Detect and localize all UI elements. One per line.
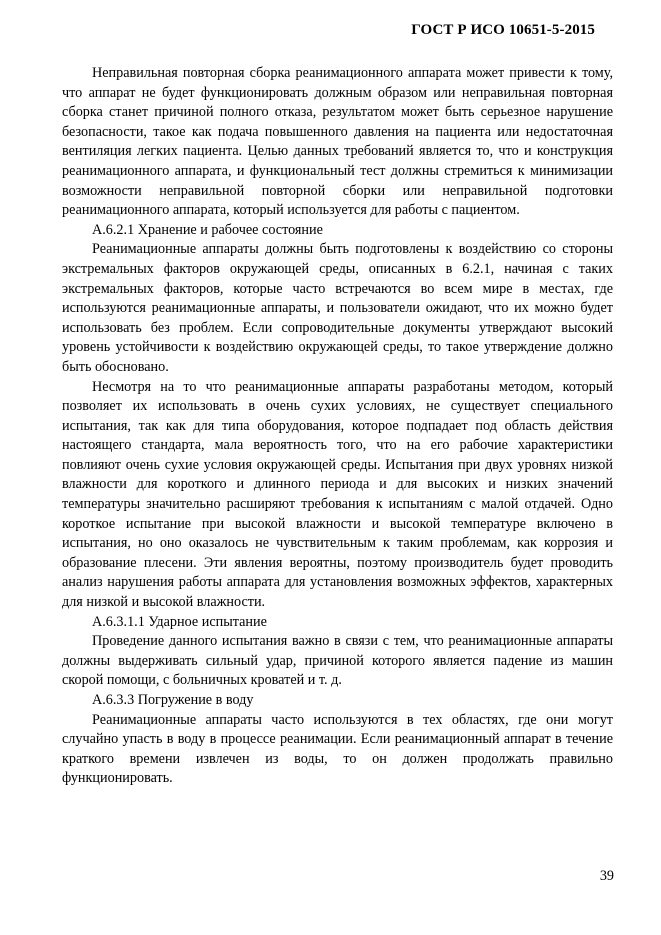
section-heading-a6311: А.6.3.1.1 Ударное испытание — [92, 613, 267, 630]
section-heading-a633: А.6.3.3 Погружение в воду — [92, 692, 254, 708]
section-heading-a621: А.6.2.1 Хранение и рабочее состояние — [92, 221, 323, 238]
paragraph-environment: Реанимационные аппараты должны быть подготовлены к воздействию со стороны экстремальных факторов окружающей среды, описанных в 6.2.1, начиная с таких экстремальных факторов, которые часто встречаются во всем мире в местах, где используются реанимационные аппараты, и пользователи ожидают, что их можно будет использовать без проблем. Если сопроводительные документы утверждают высокий уровень устойчивости к воздействию окружающей среды, то такое утверждение должно быть обосновано. — [62, 241, 613, 375]
paragraph-immersion: Реанимационные аппараты часто используются в тех областях, где они могут случайно упасть в воду в процессе реанимации. Если реанимационный аппарат в течение краткого времени извлечен из воды, то он должен продолжать правильно функционировать. — [62, 711, 613, 787]
paragraph-humidity: Несмотря на то что реанимационные аппараты разработаны методом, который позволяет их использовать в очень сухих условиях, не существует специального испытания, так как для типа оборудования, которое подпадает под область действия настоящего стандарта, мала вероятность того, что на его рабочие характеристики повлияют очень сухие условия окружающей среды. Испытания при двух уровнях низкой влажности для короткого и длинного периода и для высоких и низких значений температуры значительно расширяют требования к испытаниям с малой отдачей. Одно короткое испытание при высокой влажности и высокой температуре включено в испытания, но оно оказалось не чувствительным к таким проблемам, как коррозия и образование плесени. Эти явления вероятны, поэтому производитель будет проводить анализ нарушения работы аппарата для установления возможных эффектов, характерных для низкой и высокой влажности. — [62, 378, 613, 611]
document-header: ГОСТ Р ИСО 10651-5-2015 — [411, 22, 595, 38]
page-number: 39 — [599, 868, 614, 884]
document-body — [62, 64, 613, 789]
paragraph-shock-test: Проведение данного испытания важно в связи с тем, что реанимационные аппараты должны выдерживать сильный удар, причиной которого является падение из машин скорой помощи, с больничных кроватей и т. д. — [62, 633, 613, 689]
paragraph-reassembly: Неправильная повторная сборка реанимационного аппарата может привести к тому, что аппарат не будет функционировать должным образом или неправильная повторная сборка станет причиной полного отказа, результатом может быть серьезное нарушение безопасности, такое как подача повышенного давления на пациента или недостаточная вентиляция легких пациента. Целью данных требований является то, что и конструкция реанимационного аппарата, и функциональный тест должны стремиться к минимизации возможности неправильной повторной сборки или неправильной подготовки реанимационного аппарата, который используется для работы с пациентом. — [62, 65, 613, 219]
